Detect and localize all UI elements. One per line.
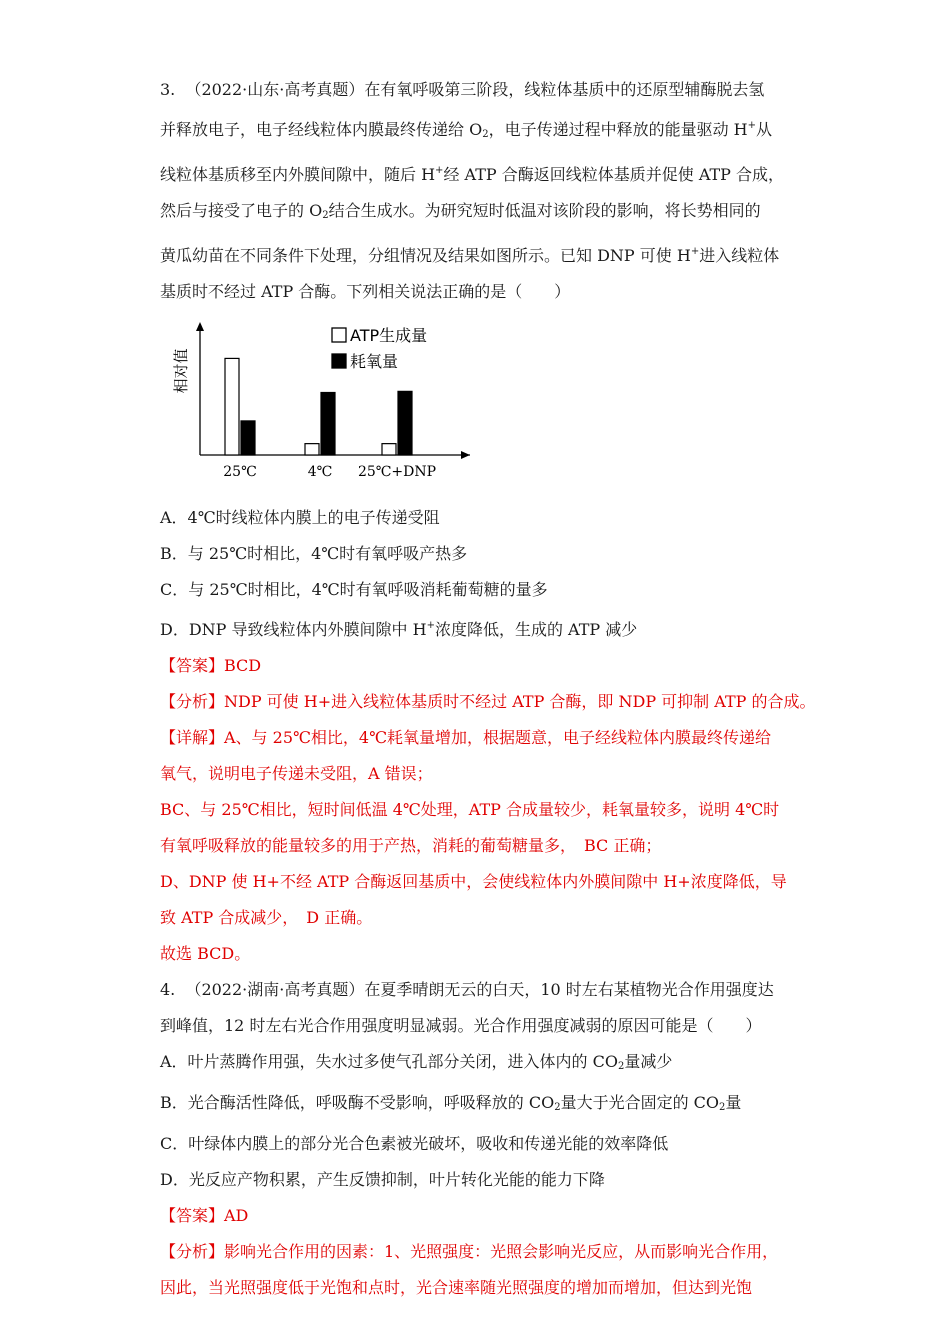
document-page	[160, 72, 816, 1306]
bar-atp	[305, 444, 319, 455]
q4-option-b: B．光合酶活性降低，呼吸酶不受影响，呼吸释放的 $CO_2$量大于光合固定的 $CO_2$量	[160, 1093, 742, 1113]
legend-swatch	[332, 354, 346, 368]
legend-label: 耗氧量	[350, 352, 399, 371]
bar-atp	[382, 444, 396, 455]
q3-detail-line-6: 致 ATP 合成减少， D 正确。	[160, 908, 373, 927]
bar-oxygen	[241, 421, 255, 455]
q4-number: 4.	[160, 980, 176, 999]
q3-stem-line-2: 并释放电子，电子经线粒体内膜最终传递给 $O_2$，电子传递过程中释放的能量驱动 H+从	[160, 120, 773, 140]
q4-answer: 【答案】AD	[160, 1206, 249, 1225]
q4-source: （2022·湖南·高考真题）	[185, 980, 365, 999]
y-axis-arrow	[196, 322, 204, 331]
q3-detail-line-5: D、DNP 使 H+不经 ATP 合酶返回基质中，会使线粒体内外膜间隙中 H+浓度降低，导	[160, 872, 787, 891]
q4-stem-line-2: 到峰值，12 时左右光合作用强度明显减弱。光合作用强度减弱的原因可能是（ ）	[160, 1016, 762, 1035]
q3-analysis: 【分析】NDP 可使 H+进入线粒体基质时不经过 ATP 合酶，即 NDP 可抑制 ATP 的合成。	[160, 692, 816, 711]
y-axis-label: 相对值	[172, 348, 190, 394]
x-axis-arrow	[461, 451, 470, 459]
bar-oxygen	[321, 393, 335, 456]
q3-option-d: D．DNP 导致线粒体内外膜间隙中 H+浓度降低，生成的 ATP 减少	[160, 620, 638, 639]
q3-number: 3.	[160, 80, 176, 99]
bar-chart-svg	[160, 316, 490, 494]
q3-option-a: A．4℃时线粒体内膜上的电子传递受阻	[160, 508, 440, 527]
q3-answer: 【答案】BCD	[160, 656, 262, 675]
x-tick-label: 4℃	[307, 464, 333, 480]
q4-option-c: C．叶绿体内膜上的部分光合色素被光破坏，吸收和传递光能的效率降低	[160, 1134, 669, 1153]
legend-swatch	[332, 328, 346, 342]
legend-label: ATP生成量	[350, 326, 428, 345]
q3-stem-line-1: 3. （2022·山东·高考真题）在有氧呼吸第三阶段，线粒体基质中的还原型辅酶脱去氢	[160, 80, 765, 99]
q3-conclusion: 故选 BCD。	[160, 944, 251, 963]
q3-source: （2022·山东·高考真题）	[185, 80, 365, 99]
q3-stem-line-4: 然后与接受了电子的 $O_2$结合生成水。为研究短时低温对该阶段的影响，将长势相同的	[160, 201, 761, 221]
q3-detail-line-1: 【详解】A、与 25℃相比，4℃耗氧量增加，根据题意，电子经线粒体内膜最终传递给	[160, 728, 771, 747]
q3-option-b: B．与 25℃时相比，4℃时有氧呼吸产热多	[160, 544, 468, 563]
q3-stem-line-5: 黄瓜幼苗在不同条件下处理，分组情况及结果如图所示。已知 DNP 可使 H+进入线粒体	[160, 246, 780, 265]
bar-atp	[225, 358, 239, 455]
q4-option-d: D．光反应产物积累，产生反馈抑制，叶片转化光能的能力下降	[160, 1170, 605, 1189]
q3-stem-line-6: 基质时不经过 ATP 合酶。下列相关说法正确的是（ ）	[160, 282, 571, 301]
bar-oxygen	[398, 391, 412, 455]
q3-stem-line-3: 线粒体基质移至内外膜间隙中，随后 H+经 ATP 合酶返回线粒体基质并促使 ATP 合成，	[160, 165, 785, 184]
q4-analysis-line-2: 因此，当光照强度低于光饱和点时，光合速率随光照强度的增加而增加，但达到光饱	[160, 1278, 753, 1297]
q4-option-a: A．叶片蒸腾作用强，失水过多使气孔部分关闭，进入体内的 $CO_2$量减少	[160, 1052, 673, 1072]
q3-option-c: C．与 25℃时相比，4℃时有氧呼吸消耗葡萄糖的量多	[160, 580, 548, 599]
x-tick-label: 25℃+DNP	[357, 464, 437, 480]
bar-chart	[160, 316, 800, 494]
q4-analysis-line-1: 【分析】影响光合作用的因素：1、光照强度：光照会影响光反应，从而影响光合作用，	[160, 1242, 779, 1261]
x-tick-label: 25℃	[223, 464, 257, 480]
q4-stem-line-1: 4. （2022·湖南·高考真题）在夏季晴朗无云的白天，10 时左右某植物光合作用强度达	[160, 980, 774, 999]
q3-detail-line-2: 氧气，说明电子传递未受阻，A 错误；	[160, 764, 433, 783]
q3-detail-line-3: BC、与 25℃相比，短时间低温 4℃处理，ATP 合成量较少，耗氧量较多，说明 4℃时	[160, 800, 780, 819]
q3-detail-line-4: 有氧呼吸释放的能量较多的用于产热，消耗的葡萄糖量多， BC 正确；	[160, 836, 662, 855]
